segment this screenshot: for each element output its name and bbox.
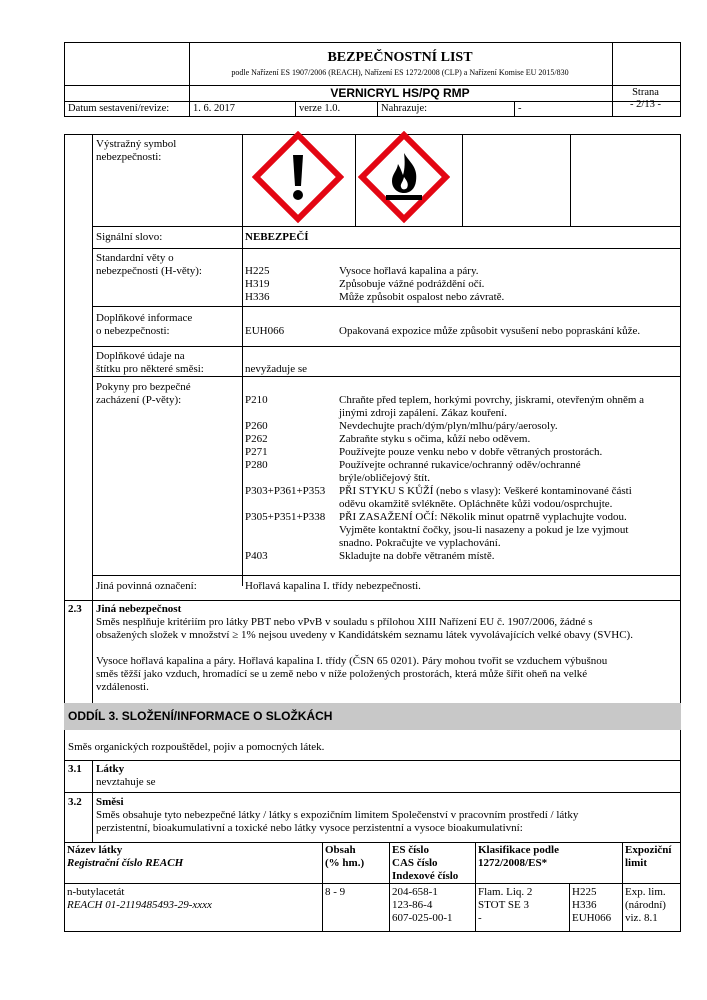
signal-word: NEBEZPEČÍ (245, 231, 309, 243)
page-number (611, 85, 680, 111)
h-code-2: H336 (572, 899, 597, 911)
p-code: P280 (245, 459, 268, 471)
p-text: snadno. Pokračujte ve vyplachování. (339, 537, 501, 549)
h-code: H319 (245, 278, 270, 290)
p-code: P210 (245, 394, 268, 406)
section-3-2-number: 3.2 (68, 796, 82, 808)
replaces-value: - (518, 103, 522, 114)
symbol-label: Výstražný symbol (96, 138, 177, 150)
section-3-1-number: 3.1 (68, 763, 82, 775)
p-text: Vyjměte kontaktní čočky, jsou-li nasazeny a pokud je lze vyjmout (339, 524, 629, 536)
document-header (64, 42, 681, 117)
other-label: Jiná povinná označení: (96, 580, 197, 592)
section-3-1-text: nevztahuje se (96, 776, 156, 788)
cas-number: 123-86-4 (392, 899, 433, 911)
section-2-3-title: Jiná nebezpečnost (96, 603, 182, 615)
content-value: 8 - 9 (325, 886, 346, 898)
other-value: Hořlavá kapalina I. třídy nebezpečnosti. (245, 580, 421, 592)
section-3-heading: ODDÍL 3. SLOŽENÍ/INFORMACE O SLOŽKÁCH (64, 703, 681, 730)
p-text: Nevdechujte prach/dým/plyn/mlhu/páry/aerosoly. (339, 420, 558, 432)
section-3-intro: Směs organických rozpouštědel, pojiv a pomocných látek. (68, 741, 325, 753)
h-code-1: H225 (572, 886, 597, 898)
doc-subtitle: podle Nařízení ES 1907/2006 (REACH), Nařízení ES 1272/2008 (CLP) a Nařízení Komise EU 2015/830 (231, 68, 569, 77)
replaces-label: Nahrazuje: (381, 103, 428, 114)
p-text: Používejte ochranné rukavice/ochranný oděv/ochranné (339, 459, 581, 471)
col-reach-header: Registrační číslo REACH (67, 857, 184, 869)
p-text: jinými zdroji zapálení. Zákaz kouření. (339, 407, 507, 419)
section-3-2-line-2: perzistentní, bioakumulativní a toxické nebo látky vysoce perzistentní a vysoce bioakumulativní: (96, 822, 523, 834)
p-text: Chraňte před teplem, horkými povrchy, jiskrami, otevřeným ohněm a (339, 394, 645, 406)
col-class-header: Klasifikace podle (478, 844, 559, 856)
section-3-2-title: Směsi (96, 796, 124, 808)
col-exposure-header: Expoziční (625, 844, 672, 856)
exposure-1: Exp. lim. (625, 886, 666, 898)
supplementary-label: Doplňkové informace (96, 312, 193, 324)
p-code: P271 (245, 446, 268, 458)
extra-value: nevyžaduje se (245, 363, 307, 375)
h-statements-label: Standardní věty o (96, 252, 174, 264)
section-3-2-line-1: Směs obsahuje tyto nebezpečné látky / látky s expozičním limitem Společenství v pracovním prostředí / látky (96, 809, 579, 821)
class-3: - (478, 912, 482, 924)
date-value: 1. 6. 2017 (193, 103, 235, 114)
col-content-header: Obsah (325, 844, 356, 856)
header-info-row (65, 102, 680, 116)
h-text: Vysoce hořlavá kapalina a páry. (339, 265, 479, 277)
p-text: oděvu okamžitě svlékněte. Opláchněte kůži vodou/osprchujte. (339, 498, 613, 510)
exposure-3: viz. 8.1 (625, 912, 658, 924)
h-text: Může způsobit ospalost nebo závratě. (339, 291, 505, 303)
p-text: PŘI ZASAŽENÍ OČÍ: Několik minut opatrně vyplachujte vodou. (339, 511, 627, 523)
p-text: PŘI STYKU S KŮŽÍ (nebo s vlasy): Veškeré kontaminované části (339, 485, 632, 497)
h-code: H336 (245, 291, 270, 303)
product-name: VERNICRYL HS/PQ RMP (330, 86, 470, 100)
section-2-3-line: vzdálenosti. (96, 681, 149, 693)
section-3-1-title: Látky (96, 763, 125, 775)
h-code: H225 (245, 265, 270, 277)
exposure-2: (národní) (625, 899, 666, 911)
p-code: P262 (245, 433, 268, 445)
h-text: Způsobuje vážné podráždění očí. (339, 278, 485, 290)
p-code: P303+P361+P353 (245, 485, 326, 497)
p-text: Skladujte na dobře větraném místě. (339, 550, 495, 562)
header-product-row (65, 86, 680, 102)
version: verze 1.0. (299, 103, 341, 114)
p-code: P260 (245, 420, 268, 432)
doc-title: BEZPEČNOSTNÍ LIST (327, 50, 473, 65)
exclamation-mark-icon (252, 131, 344, 223)
substance-name: n-butylacetát (67, 886, 125, 898)
extra-label: Doplňkové údaje na (96, 350, 185, 362)
page-label: Strana (632, 87, 659, 98)
section-2-3-line: Směs nesplňuje kritériím pro látky PBT nebo vPvB v souladu s přílohou XIII Nařízení EU č. 1907/2006, žádné s (96, 616, 593, 628)
signal-label: Signální slovo: (96, 231, 163, 243)
flame-icon (358, 131, 450, 223)
header-title-row (65, 43, 680, 86)
section-2-3-number: 2.3 (68, 603, 82, 615)
page-value: - 2/13 - (630, 99, 661, 110)
class-2: STOT SE 3 (478, 899, 529, 911)
h-code-3: EUH066 (572, 912, 612, 924)
date-label: Datum sestavení/revize: (68, 103, 170, 114)
p-code: P403 (245, 550, 268, 562)
class-1: Flam. Liq. 2 (478, 886, 533, 898)
section-2-3-line: směs těžší jako vzduch, hromadící se u země nebo v níže položených prostorách, která může šířit oheň na velké (96, 668, 588, 680)
index-number: 607-025-00-1 (392, 912, 453, 924)
col-name-header: Název látky (67, 844, 123, 856)
col-ids-header: ES číslo (392, 844, 429, 856)
reach-number: REACH 01-2119485493-29-xxxx (67, 899, 212, 911)
section-2-3-line: obsažených složek v množství ≥ 1% nejsou uvedeny v Kandidátském seznamu látek vyvolávajících velké obavy (SVHC). (96, 629, 633, 641)
es-number: 204-658-1 (392, 886, 438, 898)
p-code: P305+P351+P338 (245, 511, 326, 523)
p-statements-label: Pokyny pro bezpečné (96, 381, 191, 393)
p-text: Zabraňte styku s očima, kůží nebo oděvem. (339, 433, 531, 445)
p-text: Používejte pouze venku nebo v dobře větraných prostorách. (339, 446, 603, 458)
euh-text: Opakovaná expozice může způsobit vysušení nebo popraskání kůže. (339, 325, 641, 337)
p-text: brýle/obličejový štít. (339, 472, 431, 484)
section-2-3-line: Vysoce hořlavá kapalina a páry. Hořlavá kapalina I. třídy (ČSN 65 0201). Páry mohou tvořit se vzduchem výbušnou (96, 655, 608, 667)
euh-code: EUH066 (245, 325, 285, 337)
